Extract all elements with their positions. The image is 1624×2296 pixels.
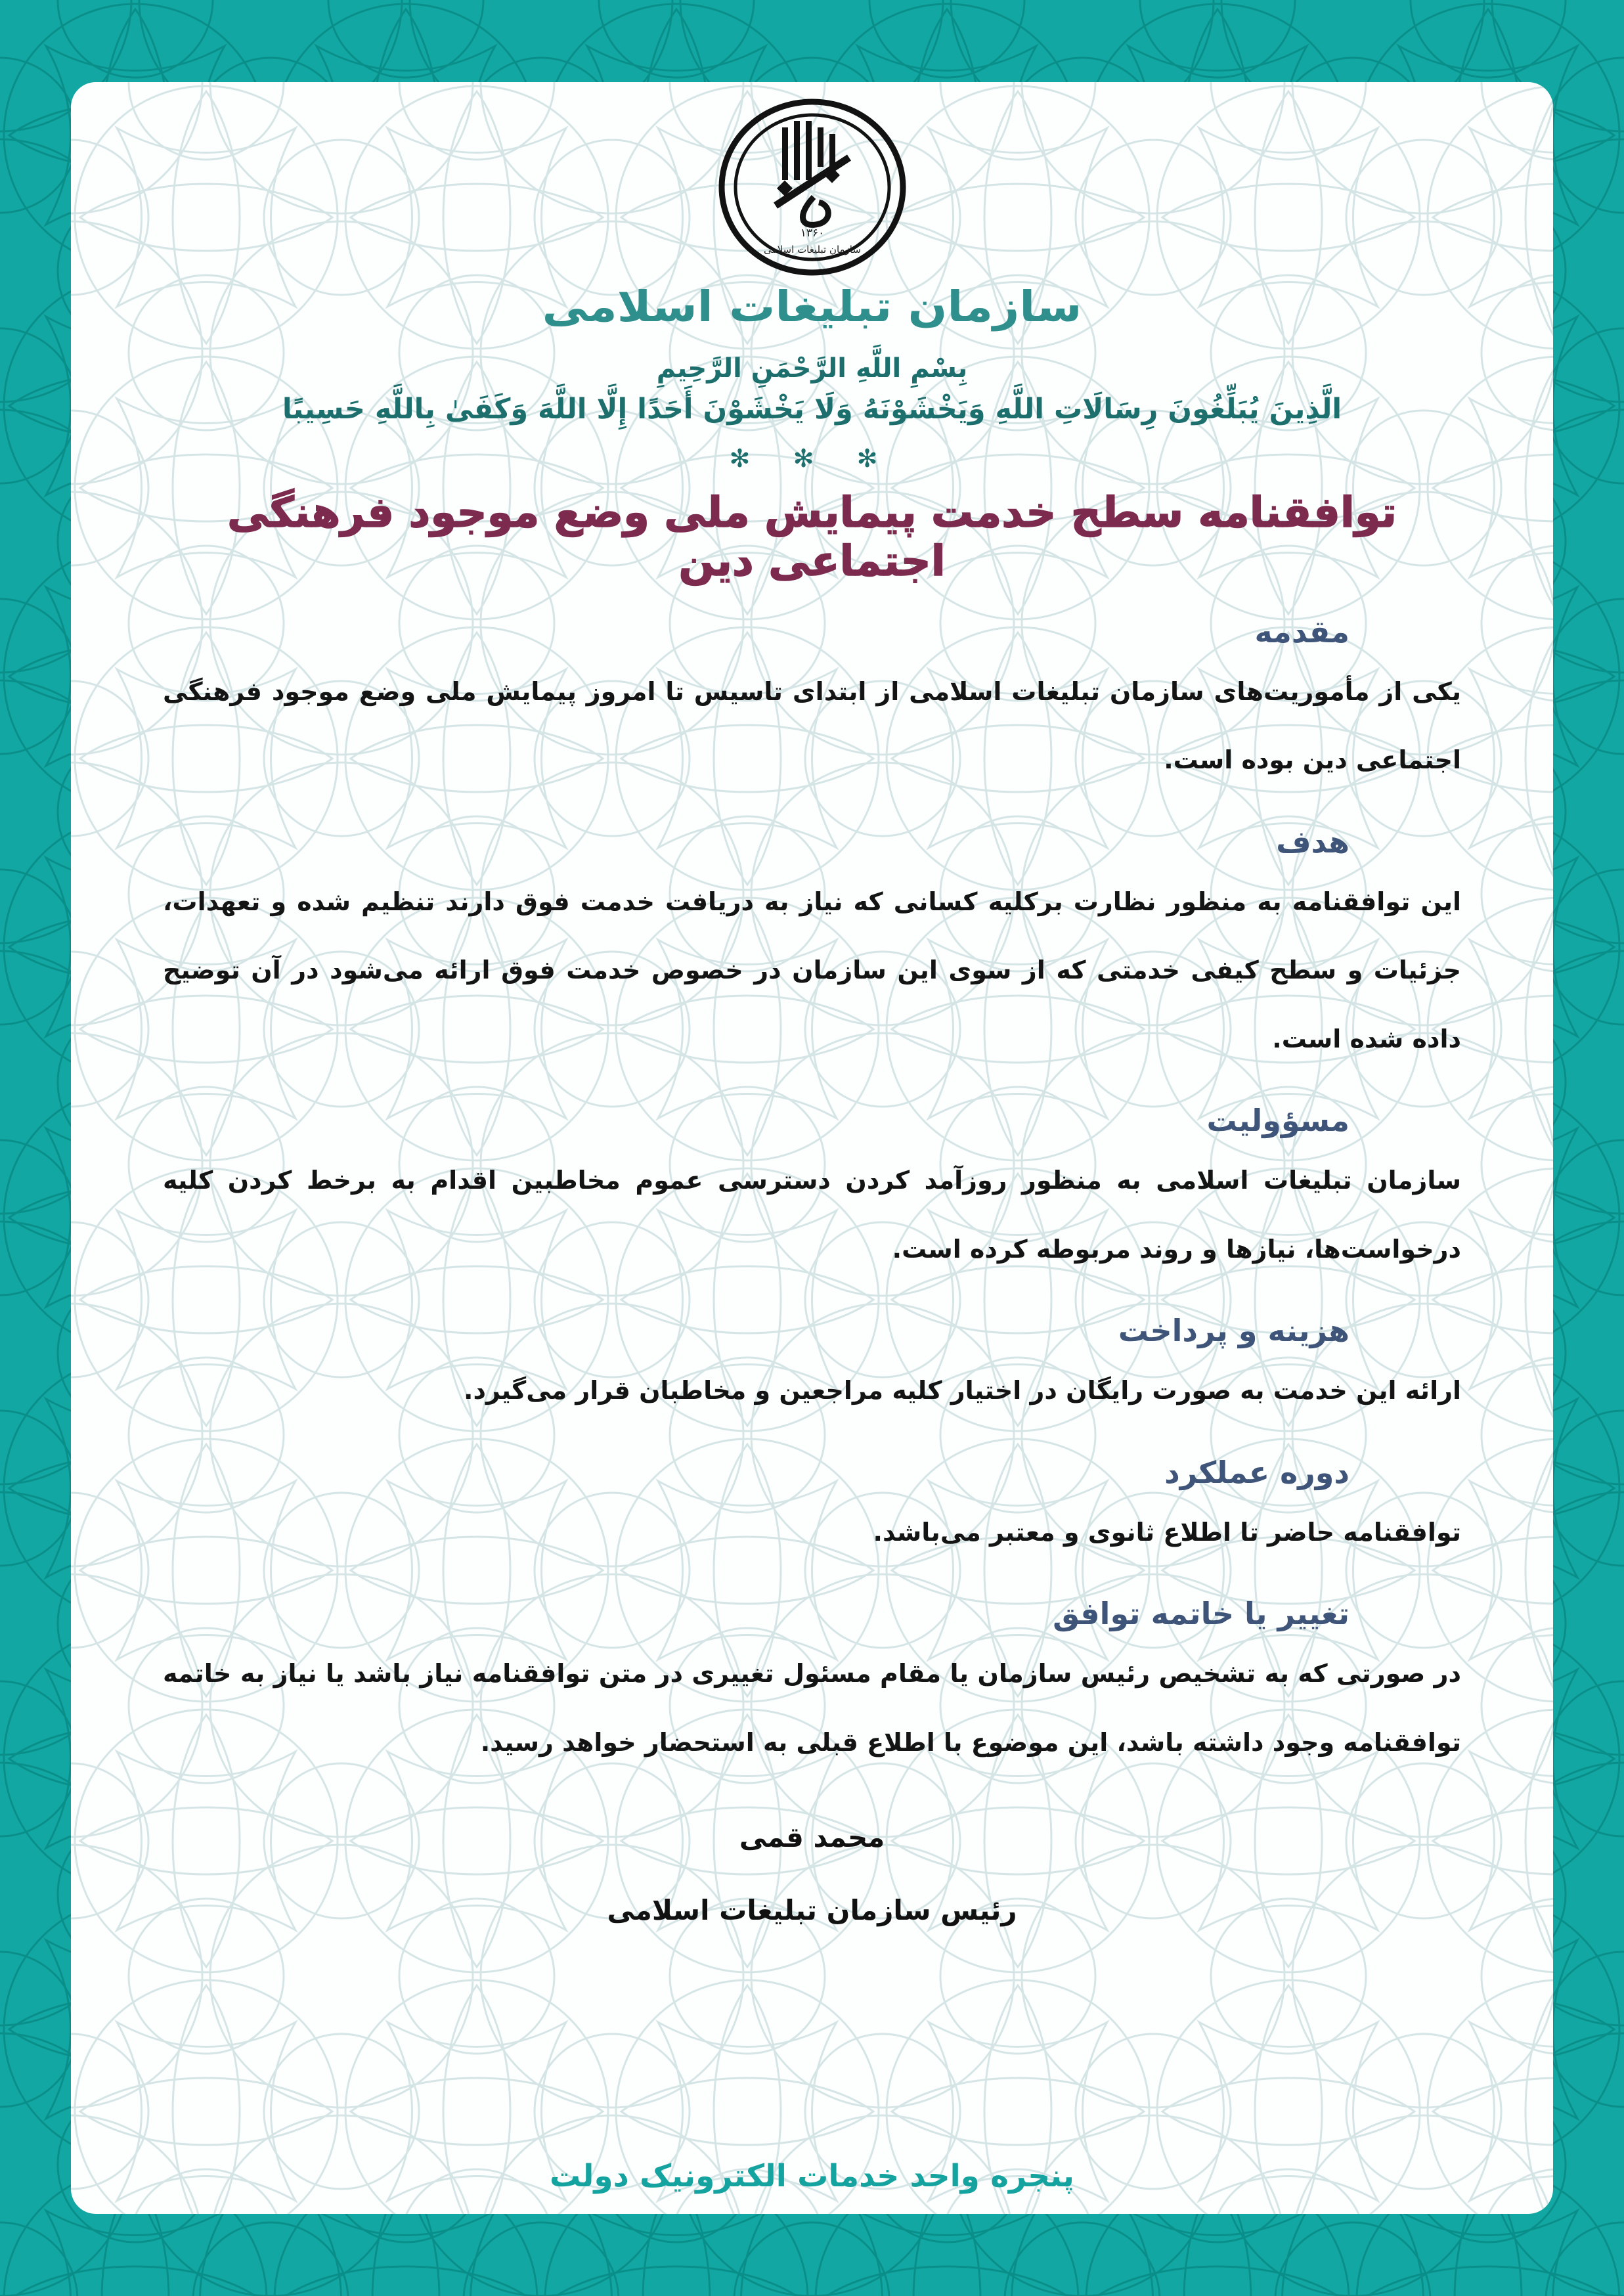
signature-block <box>163 1821 1461 1926</box>
section-change-or-termination <box>163 1596 1461 1777</box>
section-heading: مقدمه <box>1254 613 1350 650</box>
org-calligraphy: سازمان تبلیغات اسلامی <box>542 282 1082 332</box>
section-body: سازمان تبلیغات اسلامی به منظور روزآمد کردن دسترسی عموم مخاطبین اقدام به برخط کردن کلیه درخواست‌ها، نیازها و روند مربوطه کرده است. <box>163 1166 1461 1264</box>
section-responsibility <box>163 1103 1461 1283</box>
section-performance-period <box>163 1455 1461 1567</box>
section-body: در صورتی که به تشخیص رئیس سازمان یا مقام مسئول تغییری در متن توافقنامه نیاز باشد یا نیاز به خاتمه توافقنامه وجود داشته باشد، این موضوع با اطلاع قبلی به استحضار خواهد رسید. <box>163 1659 1461 1757</box>
logo-year: ۱۳۶۰ <box>800 227 824 240</box>
section-body: ارائه این خدمت به صورت رایگان در اختیار کلیه مراجعین و مخاطبان قرار می‌گیرد. <box>464 1376 1461 1405</box>
section-heading: دوره عملکرد <box>1164 1454 1350 1490</box>
document-title: توافقنامه سطح خدمت پیمایش ملی وضع موجود فرهنگی اجتماعی دین <box>227 489 1397 586</box>
section-body: یکی از مأموریت‌های سازمان تبلیغات اسلامی از ابتدای تاسیس تا امروز پیمایش ملی وضع موجود فرهنگی اجتماعی دین بوده است. <box>163 676 1461 775</box>
signatory-name: محمد قمی <box>739 1821 885 1854</box>
section-heading: هزینه و پرداخت <box>1118 1313 1350 1349</box>
section-introduction <box>163 614 1461 795</box>
section-heading: هدف <box>1276 824 1350 860</box>
quran-verse-text: الَّذِينَ يُبَلِّغُونَ رِسَالَاتِ اللَّهِ وَيَخْشَوْنَهُ وَلَا يَخْشَوْنَ أَحَدًا إِلَّا اللَّهَ وَكَفَىٰ بِاللَّهِ حَسِيبًا <box>282 393 1342 426</box>
section-body: توافقنامه حاضر تا اطلاع ثانوی و معتبر می‌باشد. <box>873 1517 1461 1547</box>
document-card <box>71 82 1553 2214</box>
footer-text: پنجره واحد خدمات الکترونیک دولت <box>550 2158 1074 2194</box>
ornament-separator: ✻ ✻ ✻ <box>729 444 895 473</box>
bismillah-text: بِسْمِ اللَّهِ الرَّحْمَنِ الرَّحِيمِ <box>656 353 968 384</box>
section-heading: مسؤولیت <box>1206 1103 1350 1139</box>
section-goal <box>163 824 1461 1074</box>
section-cost-payment <box>163 1313 1461 1425</box>
logo-org-small-text: سازمان تبلیغات اسلامی <box>763 244 861 255</box>
sazman-tablighat-logo-icon <box>714 99 911 277</box>
section-heading: تغییر یا خاتمه توافق <box>1053 1596 1350 1632</box>
org-emblem <box>163 99 1461 280</box>
section-body: این توافقنامه به منظور نظارت برکلیه کسانی که نیاز به دریافت خدمت فوق دارند تنظیم شده و تعهدات، جزئیات و سطح کیفی خدمتی که از سوی این سازمان در خصوص خدمت فوق ارائه می‌شود در آن توضیح داده شده است. <box>163 887 1461 1053</box>
signatory-title: رئیس سازمان تبلیغات اسلامی <box>607 1894 1017 1927</box>
